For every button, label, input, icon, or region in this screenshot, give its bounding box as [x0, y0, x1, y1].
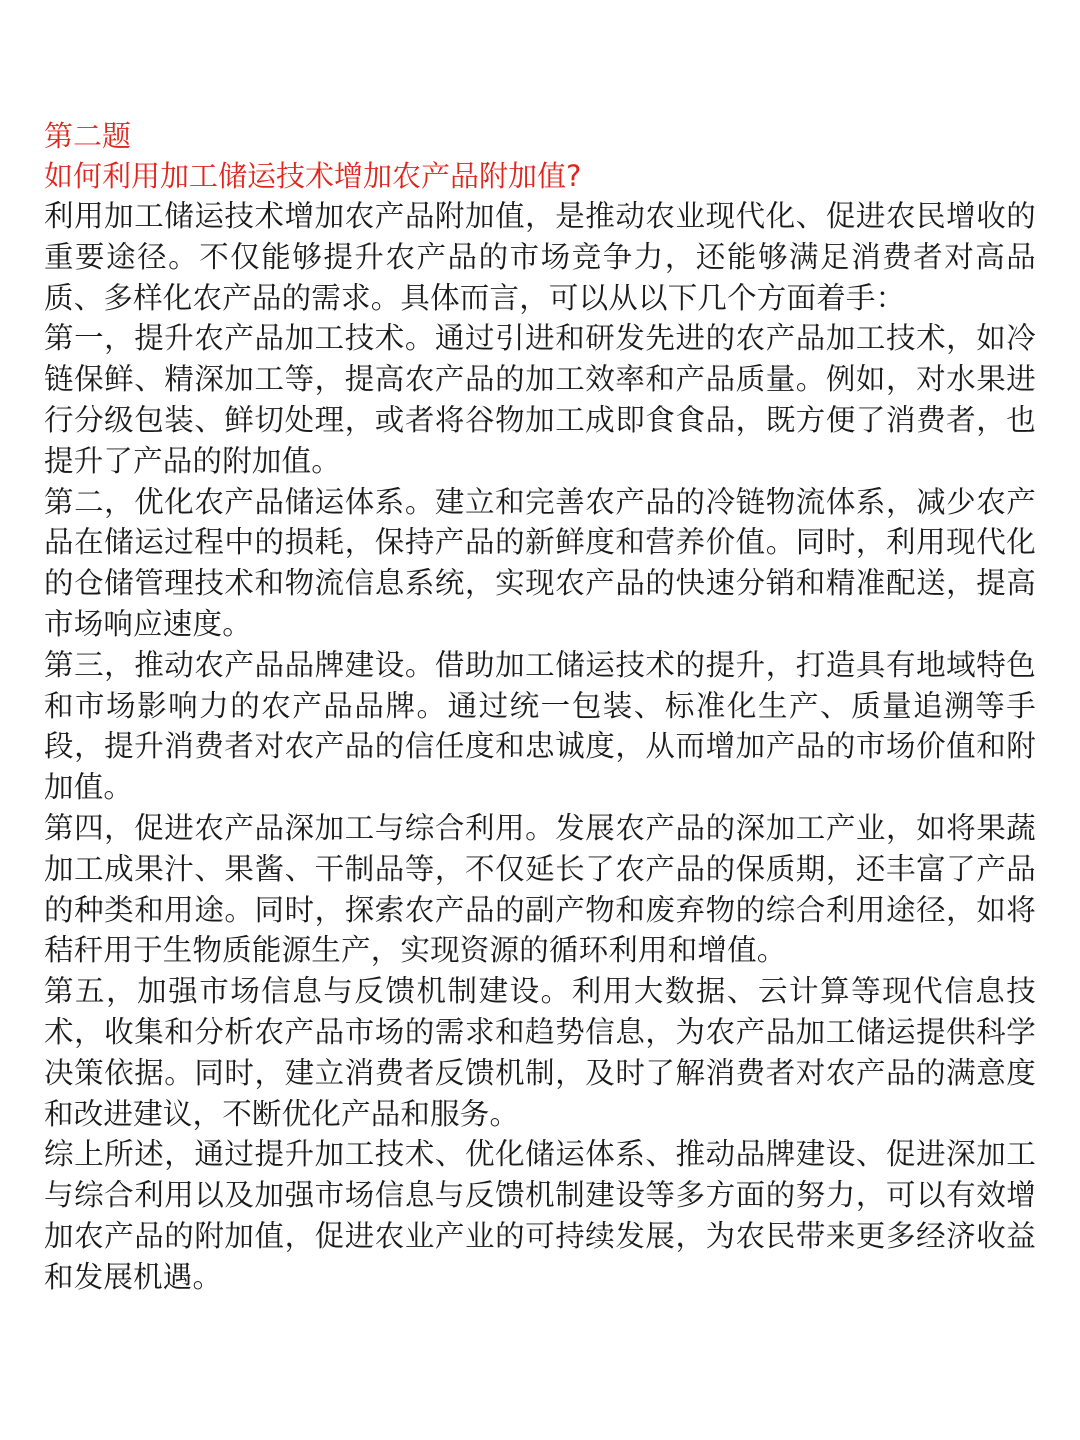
point-two-paragraph: 第二，优化农产品储运体系。建立和完善农产品的冷链物流体系，减少农产品在储运过程中的损耗，保持产品的新鲜度和营养价值。同时，利用现代化的仓储管理技术和物流信息系统，实现农产品的快速分销和精准配送，提高市场响应速度。 — [44, 484, 1036, 641]
point-three-paragraph: 第三，推动农产品品牌建设。借助加工储运技术的提升，打造具有地域特色和市场影响力的农产品品牌。通过统一包装、标准化生产、质量追溯等手段，提升消费者对农产品的信任度和忠诚度，从而增加产品的市场价值和附加值。 — [44, 647, 1036, 805]
document-page — [44, 116, 1036, 1298]
question-title: 如何利用加工储运技术增加农产品附加值? — [44, 159, 582, 193]
point-one-paragraph: 第一，提升农产品加工技术。通过引进和研发先进的农产品加工技术，如冷链保鲜、精深加工等，提高农产品的加工效率和产品质量。例如，对水果进行分级包装、鲜切处理，或者将谷物加工成即食食品，既方便了消费者，也提升了产品的附加值。 — [44, 321, 1036, 478]
conclusion-paragraph: 综上所述，通过提升加工技术、优化储运体系、推动品牌建设、促进深加工与综合利用以及加强市场信息与反馈机制建设等多方面的努力，可以有效增加农产品的附加值，促进农业产业的可持续发展，为农民带来更多经济收益和发展机遇。 — [44, 1137, 1036, 1294]
point-four-paragraph: 第四，促进农产品深加工与综合利用。发展农产品的深加工产业，如将果蔬加工成果汁、果酱、干制品等，不仅延长了农产品的保质期，还丰富了产品的种类和用途。同时，探索农产品的副产物和废弃物的综合利用途径，如将秸秆用于生物质能源生产，实现资源的循环利用和增值。 — [44, 810, 1036, 968]
intro-paragraph: 利用加工储运技术增加农产品附加值，是推动农业现代化、促进农民增收的重要途径。不仅能够提升农产品的市场竞争力，还能够满足消费者对高品质、多样化农产品的需求。具体而言，可以从以下几个方面着手： — [44, 199, 1036, 315]
point-five-paragraph: 第五，加强市场信息与反馈机制建设。利用大数据、云计算等现代信息技术，收集和分析农产品市场的需求和趋势信息，为农产品加工储运提供科学决策依据。同时，建立消费者反馈机制，及时了解消费者对农产品的满意度和改进建议，不断优化产品和服务。 — [44, 974, 1036, 1131]
question-number: 第二题 — [44, 119, 132, 153]
